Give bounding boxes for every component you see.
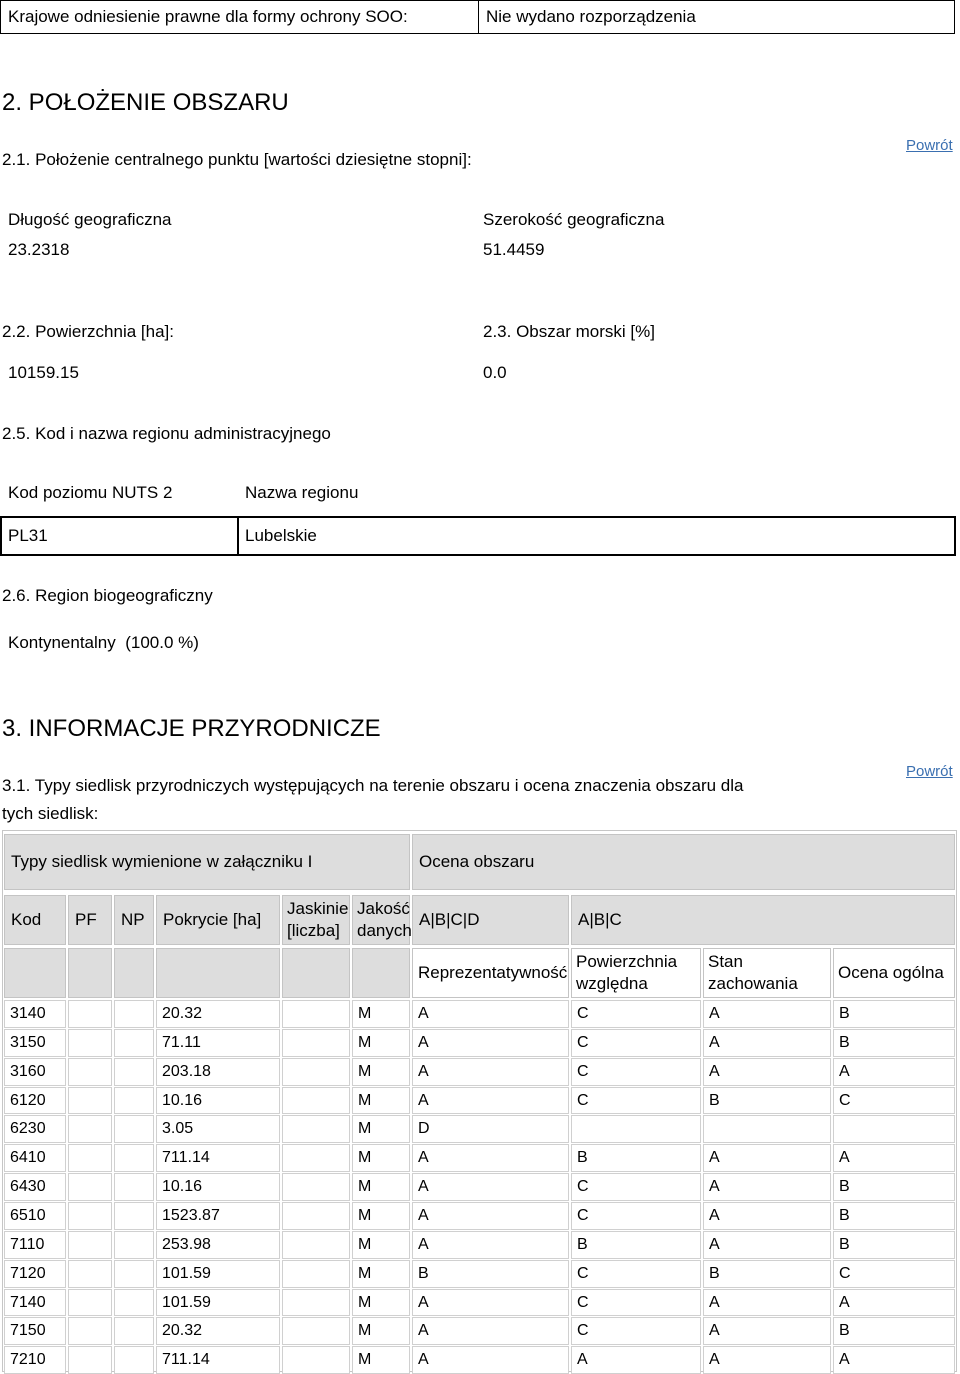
nuts-name-value: Lubelskie [245,526,317,545]
biogeographic-region [8,633,199,653]
cell-kod: 3160 [4,1058,66,1086]
col-abcd: A|B|C|D [412,895,569,945]
cell-conservation: B [703,1260,831,1288]
nuts-code-value: PL31 [8,526,48,545]
col-conservation [703,948,831,998]
cell-cover: 711.14 [156,1144,280,1172]
longitude-label: Długość geograficzna [8,210,172,229]
subheader-blank-np [114,948,154,998]
cell-representativity: A [412,1317,569,1345]
subheader-blank-quality [352,948,410,998]
legal-reference-box [0,0,955,34]
cell-caves [282,1289,350,1316]
col-data-quality [352,895,410,945]
cell-caves [282,1029,350,1057]
biogeographic-title: 2.6. Region biogeograficzny [2,586,213,605]
biogeographic-region-share: (100.0 %) [125,633,199,652]
cell-representativity: A [412,1231,569,1259]
col-data-quality-line1: Jakość [357,899,410,918]
cell-pf [68,1289,112,1316]
cell-kod: 7110 [4,1231,66,1259]
subheader-blank-caves [282,948,350,998]
cell-relative-surface: B [571,1231,701,1259]
cell-data-quality: M [352,1260,410,1288]
cell-cover: 10.16 [156,1173,280,1201]
habitat-section-title-line1: 3.1. Typy siedlisk przyrodniczych występujących na terenie obszaru i ocena znaczenia obszaru dla [2,776,744,795]
subheader-blank-pf [68,948,112,998]
cell-relative-surface: C [571,1317,701,1345]
cell-global-assessment: B [833,1231,955,1259]
cell-kod: 6410 [4,1144,66,1172]
col-caves-line1: Jaskinie [287,899,349,918]
cell-caves [282,1058,350,1086]
cell-kod: 7150 [4,1317,66,1345]
cell-data-quality: M [352,1115,410,1143]
cell-np [114,1144,154,1172]
nuts-code-header: Kod poziomu NUTS 2 [8,483,173,502]
cell-kod: 6430 [4,1173,66,1201]
cell-global-assessment: C [833,1260,955,1288]
cell-cover: 711.14 [156,1346,280,1374]
cell-representativity: A [412,1202,569,1230]
cell-relative-surface: C [571,1202,701,1230]
cell-caves [282,1260,350,1288]
cell-conservation: A [703,1202,831,1230]
subheader-blank-kod [4,948,66,998]
longitude-value: 23.2318 [8,240,70,259]
cell-caves [282,1231,350,1259]
col-representativity: Reprezentatywność [412,948,569,998]
cell-cover: 101.59 [156,1260,280,1288]
cell-representativity: A [412,1087,569,1114]
cell-np [114,1346,154,1374]
col-relative-surface [571,948,701,998]
cell-representativity: A [412,1029,569,1057]
legal-reference-value: Nie wydano rozporządzenia [486,7,696,26]
col-caves-line2: [liczba] [287,921,340,940]
col-relative-surface-line1: Powierzchnia [576,952,678,971]
cell-caves [282,1000,350,1028]
cell-pf [68,1202,112,1230]
cell-conservation: A [703,1231,831,1259]
cell-pf [68,1029,112,1057]
latitude-label: Szerokość geograficzna [483,210,665,229]
cell-kod: 6120 [4,1087,66,1114]
cell-np [114,1087,154,1114]
col-conservation-line2: zachowania [708,974,798,993]
cell-global-assessment: A [833,1058,955,1086]
cell-pf [68,1317,112,1345]
cell-pf [68,1115,112,1143]
marine-area-label: 2.3. Obszar morski [%] [483,322,655,341]
legal-reference-label: Krajowe odniesienie prawne dla formy ochrony SOO: [8,7,408,26]
cell-conservation: A [703,1144,831,1172]
cell-data-quality: M [352,1346,410,1374]
col-kod: Kod [4,895,66,945]
cell-kod: 3140 [4,1000,66,1028]
cell-global-assessment: B [833,1000,955,1028]
cell-cover: 20.32 [156,1000,280,1028]
cell-pf [68,1087,112,1114]
cell-pf [68,1173,112,1201]
cell-np [114,1029,154,1057]
col-cover: Pokrycie [ha] [156,895,280,945]
cell-conservation: A [703,1000,831,1028]
cell-data-quality: M [352,1289,410,1316]
nuts-box-divider [237,518,239,554]
cell-pf [68,1144,112,1172]
cell-cover: 10.16 [156,1087,280,1114]
cell-pf [68,1231,112,1259]
cell-np [114,1115,154,1143]
cell-np [114,1000,154,1028]
cell-relative-surface: A [571,1346,701,1374]
cell-data-quality: M [352,1202,410,1230]
cell-relative-surface: C [571,1173,701,1201]
annex-habitat-types-header: Typy siedlisk wymienione w załączniku I [4,834,410,890]
cell-representativity: D [412,1115,569,1143]
cell-global-assessment: B [833,1317,955,1345]
cell-np [114,1058,154,1086]
cell-np [114,1173,154,1201]
col-relative-surface-line2: względna [576,974,648,993]
back-link-section-2[interactable]: Powrót [906,137,953,154]
cell-data-quality: M [352,1087,410,1114]
cell-representativity: A [412,1346,569,1374]
cell-conservation: A [703,1317,831,1345]
cell-representativity: A [412,1289,569,1316]
habitat-section-title-line2: tych siedlisk: [2,804,99,823]
col-caves [282,895,350,945]
cell-conservation: B [703,1087,831,1114]
cell-kod: 6510 [4,1202,66,1230]
col-np: NP [114,895,154,945]
biogeographic-region-name: Kontynentalny [8,633,116,652]
cell-global-assessment [833,1115,955,1143]
cell-relative-surface: B [571,1144,701,1172]
cell-conservation: A [703,1346,831,1374]
cell-caves [282,1202,350,1230]
cell-relative-surface: C [571,1260,701,1288]
cell-caves [282,1115,350,1143]
col-global-assessment: Ocena ogólna [833,948,955,998]
cell-caves [282,1173,350,1201]
center-point-title: 2.1. Położenie centralnego punktu [wartości dziesiętne stopni]: [2,150,472,169]
cell-relative-surface [571,1115,701,1143]
cell-representativity: B [412,1260,569,1288]
cell-np [114,1231,154,1259]
cell-pf [68,1000,112,1028]
cell-data-quality: M [352,1317,410,1345]
cell-data-quality: M [352,1058,410,1086]
section-2-title: 2. POŁOŻENIE OBSZARU [2,89,289,116]
cell-kod: 3150 [4,1029,66,1057]
cell-representativity: A [412,1058,569,1086]
cell-cover: 101.59 [156,1289,280,1316]
cell-conservation [703,1115,831,1143]
cell-cover: 253.98 [156,1231,280,1259]
cell-cover: 71.11 [156,1029,280,1057]
cell-np [114,1202,154,1230]
cell-global-assessment: C [833,1087,955,1114]
cell-cover: 1523.87 [156,1202,280,1230]
cell-np [114,1289,154,1316]
cell-conservation: A [703,1289,831,1316]
cell-relative-surface: C [571,1000,701,1028]
cell-data-quality: M [352,1000,410,1028]
cell-caves [282,1346,350,1374]
marine-area-value: 0.0 [483,363,507,382]
cell-data-quality: M [352,1144,410,1172]
cell-relative-surface: C [571,1029,701,1057]
cell-kod: 6230 [4,1115,66,1143]
cell-global-assessment: A [833,1289,955,1316]
cell-conservation: A [703,1058,831,1086]
cell-representativity: A [412,1144,569,1172]
cell-global-assessment: B [833,1202,955,1230]
col-conservation-line1: Stan [708,952,743,971]
cell-cover: 20.32 [156,1317,280,1345]
cell-representativity: A [412,1173,569,1201]
cell-global-assessment: B [833,1173,955,1201]
nuts-name-header: Nazwa regionu [245,483,359,502]
cell-kod: 7210 [4,1346,66,1374]
cell-global-assessment: A [833,1144,955,1172]
cell-np [114,1317,154,1345]
cell-kod: 7120 [4,1260,66,1288]
subheader-blank-cover [156,948,280,998]
cell-caves [282,1317,350,1345]
cell-cover: 3.05 [156,1115,280,1143]
cell-pf [68,1260,112,1288]
cell-pf [68,1346,112,1374]
cell-conservation: A [703,1173,831,1201]
cell-caves [282,1144,350,1172]
cell-representativity: A [412,1000,569,1028]
cell-cover: 203.18 [156,1058,280,1086]
cell-data-quality: M [352,1231,410,1259]
cell-global-assessment: A [833,1346,955,1374]
cell-relative-surface: C [571,1289,701,1316]
cell-relative-surface: C [571,1087,701,1114]
cell-data-quality: M [352,1173,410,1201]
col-pf: PF [68,895,112,945]
site-assessment-header: Ocena obszaru [412,834,955,890]
cell-kod: 7140 [4,1289,66,1316]
cell-relative-surface: C [571,1058,701,1086]
latitude-value: 51.4459 [483,240,545,259]
cell-data-quality: M [352,1029,410,1057]
legal-reference-divider [478,1,479,33]
section-3-title: 3. INFORMACJE PRZYRODNICZE [2,715,381,742]
area-value: 10159.15 [8,363,79,382]
cell-conservation: A [703,1029,831,1057]
back-link-section-3[interactable]: Powrót [906,763,953,780]
cell-pf [68,1058,112,1086]
cell-global-assessment: B [833,1029,955,1057]
col-abc: A|B|C [571,895,955,945]
admin-region-title: 2.5. Kod i nazwa regionu administracyjnego [2,424,331,443]
cell-np [114,1260,154,1288]
area-label: 2.2. Powierzchnia [ha]: [2,322,174,341]
col-data-quality-line2: danych [357,921,412,940]
cell-caves [282,1087,350,1114]
nuts-region-box [0,516,956,556]
